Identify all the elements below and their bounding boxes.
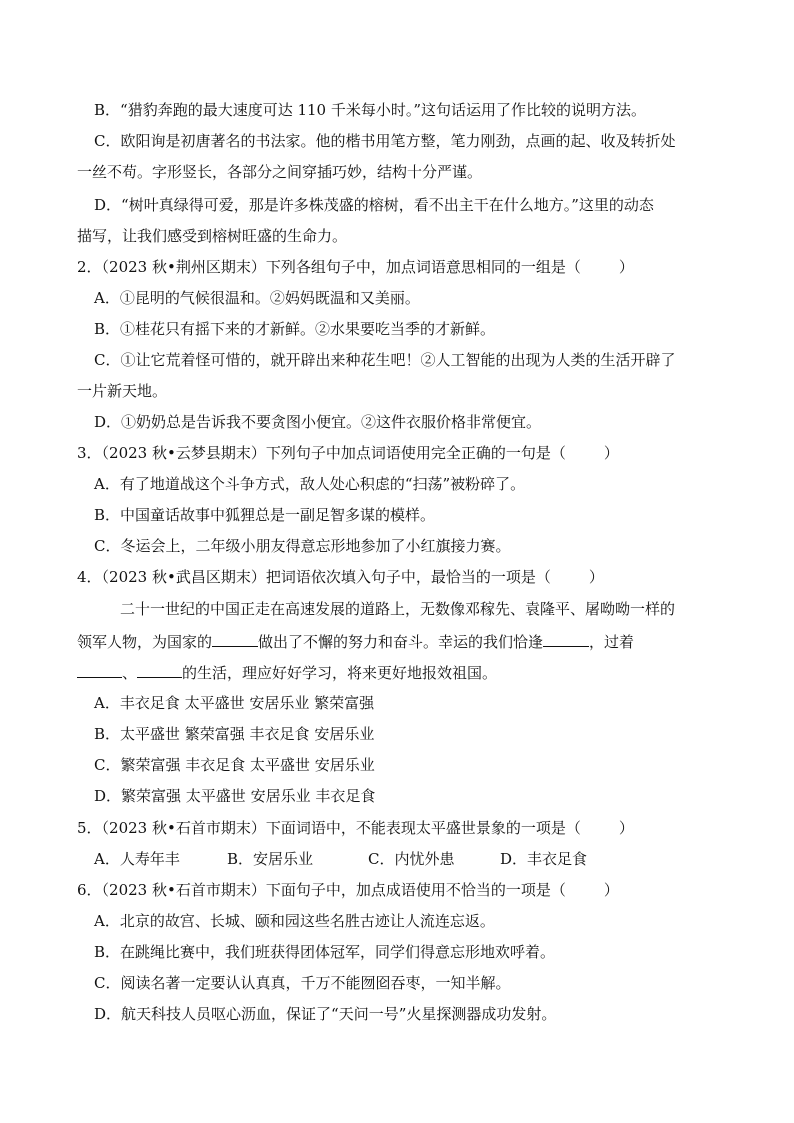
question-5-option-a: A．人寿年丰 [94,850,180,868]
question-4-passage-line-3 [77,661,497,684]
question-2-option-b: B．①桂花只有摇下来的才新鲜。②水果要吃当季的才新鲜。 [94,320,496,338]
passage-text-2b: 做出了不懈的努力和奋斗。幸运的我们恰逢 [258,633,544,651]
question-3-option-a: A．有了地道战这个斗争方式，敌人处心积虑的“扫荡”被粉碎了。 [94,475,526,493]
question-2-option-a: A．①昆明的气候很温和。②妈妈既温和又美丽。 [94,289,420,307]
fill-blank-4[interactable] [137,661,182,678]
question-3-stem [77,442,619,464]
question-6-option-c: C．阅读名著一定要认认真真，千万不能囫囵吞枣，一知半解。 [94,974,511,992]
question-5-option-d: D．丰衣足食 [500,850,588,868]
question-4-option-c: C．繁荣富强 丰衣足食 太平盛世 安居乐业 [94,756,375,774]
question-4-passage-line-2 [77,630,634,653]
prev-option-c-cont: 一丝不苟。字形竖长，各部分之间穿插巧妙，结构十分严谨。 [77,163,483,181]
question-3-option-b: B．中国童话故事中狐狸总是一副足智多谋的模样。 [94,506,436,524]
question-6-text: 6．（2023 秋•石首市期末）下面句子中，加点成语使用不恰当的一项是（ [77,881,566,899]
passage-text-3b: 的生活，理应好好学习，将来更好地报效祖国。 [182,664,498,682]
passage-text-2c: ，过着 [589,633,635,651]
prev-option-d-cont: 描写，让我们感受到榕树旺盛的生命力。 [77,227,348,245]
prev-option-b: B．“猎豹奔跑的最大速度可达 110 千米每小时。”这句话运用了作比较的说明方法。 [94,101,647,119]
question-2-option-c-cont: 一片新天地。 [77,382,168,400]
prev-option-d: D．“树叶真绿得可爱，那是许多株茂盛的榕树，看不出主干在什么地方。”这里的动态 [94,196,654,214]
question-3-option-c: C．冬运会上，二年级小朋友得意忘形地参加了小红旗接力赛。 [94,537,511,555]
question-6-option-b: B．在跳绳比赛中，我们班获得团体冠军，同学们得意忘形地欢呼着。 [94,943,556,961]
fill-blank-1[interactable] [212,630,258,647]
question-3-text: 3．（2023 秋•云梦县期末）下列句子中加点词语使用完全正确的一句是（ [77,444,566,462]
question-2-option-c: C．①让它荒着怪可惜的，就开辟出来种花生吧！②人工智能的出现为人类的生活开辟了 [94,351,676,369]
question-5-stem [77,817,634,839]
question-2-text: 2．（2023 秋•荆州区期末）下列各组句子中，加点词语意思相同的一组是（ [77,258,581,276]
question-4-option-b: B．太平盛世 繁荣富强 丰衣足食 安居乐业 [94,725,375,743]
question-4-option-a: A．丰衣足食 太平盛世 安居乐业 繁荣富强 [94,694,375,712]
fill-blank-3[interactable] [77,661,122,678]
question-6-stem [77,879,619,901]
question-4-passage-line-1: 二十一世纪的中国正走在高速发展的道路上，无数像邓稼先、袁隆平、屠呦呦一样的 [120,600,676,618]
question-6-close: ） [603,881,619,899]
question-4-option-d: D．繁荣富强 太平盛世 安居乐业 丰衣足食 [94,787,376,805]
question-6-option-d: D．航天科技人员呕心沥血，保证了“天问一号”火星探测器成功发射。 [94,1005,557,1023]
question-4-close: ） [588,568,604,586]
question-3-close: ） [603,444,619,462]
question-5-option-b: B．安居乐业 [227,850,314,868]
passage-text-2a: 领军人物，为国家的 [77,633,213,651]
question-2-close: ） [618,258,634,276]
prev-option-c: C．欧阳询是初唐著名的书法家。他的楷书用笔方整，笔力刚劲，点画的起、收及转折处 [94,132,676,150]
question-6-option-a: A．北京的故宫、长城、颐和园这些名胜古迹让人流连忘返。 [94,912,495,930]
question-5-option-c: C．内忧外患 [368,850,455,868]
passage-text-3a: 、 [122,664,138,682]
fill-blank-2[interactable] [543,630,589,647]
question-4-text: 4．（2023 秋•武昌区期末）把词语依次填入句子中，最恰当的一项是（ [77,568,551,586]
question-4-stem [77,566,604,588]
question-5-close: ） [618,819,634,837]
question-5-text: 5．（2023 秋•石首市期末）下面词语中，不能表现太平盛世景象的一项是（ [77,819,581,837]
question-2-stem [77,256,634,278]
question-2-option-d: D．①奶奶总是告诉我不要贪图小便宜。②这件衣服价格非常便宜。 [94,413,542,431]
